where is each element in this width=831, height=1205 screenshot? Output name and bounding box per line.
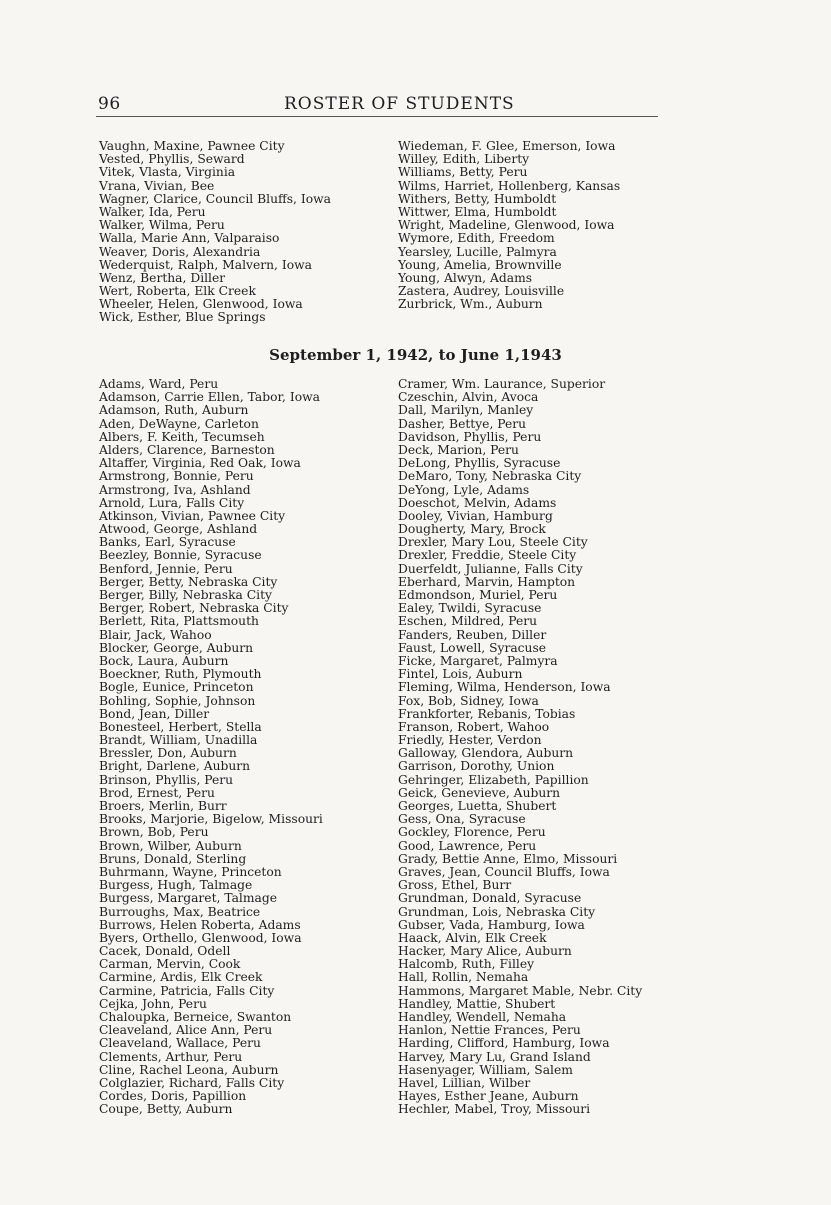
roster-entry: Bogle, Eunice, Princeton [99, 680, 254, 695]
roster-entry: Benford, Jennie, Peru [99, 561, 233, 576]
roster-entry: Eberhard, Marvin, Hampton [398, 574, 576, 589]
roster-entry: Broers, Merlin, Burr [99, 799, 227, 813]
roster-entry: Bock, Laura, Auburn [99, 653, 229, 668]
roster-entry: Adams, Ward, Peru [99, 377, 219, 391]
roster-entry: Arnold, Lura, Falls City [99, 495, 245, 510]
roster-entry: Walker, Ida, Peru [99, 204, 206, 219]
roster-entry: Hammons, Margaret Mable, Nebr. City [398, 983, 643, 998]
roster-entry: Wert, Roberta, Elk Creek [99, 284, 256, 299]
roster-entry: Cramer, Wm. Laurance, Superior [398, 377, 606, 391]
page-number: 96 [98, 94, 121, 114]
roster-entry: Grundman, Donald, Syracuse [398, 891, 582, 906]
top-right-column [398, 140, 620, 311]
roster-entry: Drexler, Mary Lou, Steele City [398, 535, 588, 550]
roster-entry: Gess, Ona, Syracuse [398, 812, 526, 827]
roster-entry: Bright, Darlene, Auburn [99, 759, 251, 774]
roster-entry: Berger, Robert, Nebraska City [99, 601, 289, 616]
roster-entry: Young, Alwyn, Adams [398, 270, 533, 285]
roster-entry: Geick, Genevieve, Auburn [398, 785, 561, 800]
roster-entry: Gross, Ethel, Burr [398, 878, 512, 893]
roster-entry: Aden, DeWayne, Carleton [99, 416, 259, 431]
roster-entry: Brinson, Phyllis, Peru [99, 772, 234, 787]
roster-entry: Dougherty, Mary, Brock [398, 522, 546, 537]
roster-entry: Walla, Marie Ann, Valparaiso [99, 231, 280, 246]
roster-entry: Boeckner, Ruth, Plymouth [99, 667, 262, 682]
roster-entry: Frankforter, Rebanis, Tobias [398, 706, 576, 721]
roster-entry: Brown, Bob, Peru [99, 825, 209, 840]
roster-entry: Dasher, Bettye, Peru [398, 416, 527, 431]
roster-entry: Wederquist, Ralph, Malvern, Iowa [99, 257, 312, 272]
roster-entry: Zastera, Audrey, Louisville [398, 284, 565, 299]
roster-entry: Wagner, Clarice, Council Bluffs, Iowa [99, 191, 331, 206]
roster-entry: Berlett, Rita, Plattsmouth [99, 614, 259, 629]
roster-entry: Galloway, Glendora, Auburn [398, 746, 574, 761]
roster-entry: Fox, Bob, Sidney, Iowa [398, 693, 539, 708]
roster-entry: Beezley, Bonnie, Syracuse [99, 548, 262, 563]
roster-entry: Brandt, William, Unadilla [99, 733, 258, 748]
roster-entry: Vested, Phyllis, Seward [99, 152, 245, 167]
roster-entry: Byers, Orthello, Glenwood, Iowa [99, 930, 302, 945]
roster-entry: Berger, Betty, Nebraska City [99, 574, 278, 589]
roster-entry: Handley, Wendell, Nemaha [398, 1010, 567, 1024]
roster-entry: Halcomb, Ruth, Filley [398, 957, 535, 972]
roster-entry: Cleaveland, Wallace, Peru [99, 1036, 261, 1051]
roster-entry: Hasenyager, William, Salem [398, 1062, 573, 1077]
roster-entry: Dall, Marilyn, Manley [398, 403, 534, 418]
roster-entry: Ficke, Margaret, Palmyra [398, 653, 558, 668]
roster-entry: Burgess, Hugh, Talmage [99, 878, 253, 893]
roster-entry: Good, Lawrence, Peru [398, 838, 537, 853]
roster-entry: Hacker, Mary Alice, Auburn [398, 944, 572, 959]
roster-entry: Chaloupka, Berneice, Swanton [99, 1010, 292, 1024]
roster-entry: Harvey, Mary Lu, Grand Island [398, 1049, 591, 1064]
roster-entry: Wiedeman, F. Glee, Emerson, Iowa [398, 139, 616, 153]
roster-entry: Georges, Luetta, Shubert [398, 799, 557, 813]
roster-entry: Ealey, Twildi, Syracuse [398, 601, 542, 616]
roster-entry: Vitek, Vlasta, Virginia [99, 165, 236, 180]
bottom-right-column [398, 378, 642, 1117]
roster-entry: Weaver, Doris, Alexandria [99, 244, 261, 259]
roster-entry: Bohling, Sophie, Johnson [99, 693, 256, 708]
roster-entry: Duerfeldt, Julianne, Falls City [398, 561, 583, 576]
roster-entry: Brooks, Marjorie, Bigelow, Missouri [99, 812, 323, 827]
roster-entry: Wheeler, Helen, Glenwood, Iowa [99, 297, 303, 312]
roster-entry: Burgess, Margaret, Talmage [99, 891, 277, 906]
roster-entry: Young, Amelia, Brownville [398, 257, 562, 272]
roster-entry: Cacek, Donald, Odell [99, 944, 231, 959]
roster-entry: Walker, Wilma, Peru [99, 218, 225, 233]
roster-entry: Brod, Ernest, Peru [99, 785, 215, 800]
roster-entry: Cline, Rachel Leona, Auburn [99, 1062, 279, 1077]
roster-entry: Atwood, George, Ashland [99, 522, 258, 537]
roster-entry: Wymore, Edith, Freedom [398, 231, 555, 246]
roster-entry: Wright, Madeline, Glenwood, Iowa [398, 218, 615, 233]
roster-entry: Hanlon, Nettie Frances, Peru [398, 1023, 581, 1038]
roster-entry: DeMaro, Tony, Nebraska City [398, 469, 582, 484]
roster-entry: Adamson, Ruth, Auburn [99, 403, 249, 418]
roster-entry: Adamson, Carrie Ellen, Tabor, Iowa [99, 390, 320, 405]
roster-entry: Davidson, Phyllis, Peru [398, 429, 542, 444]
roster-entry: Havel, Lillian, Wilber [398, 1075, 531, 1090]
roster-entry: Albers, F. Keith, Tecumseh [99, 429, 265, 444]
roster-entry: DeLong, Phyllis, Syracuse [398, 456, 561, 471]
roster-entry: Colglazier, Richard, Falls City [99, 1075, 285, 1090]
section-heading: September 1, 1942, to June 1,1943 [269, 346, 562, 364]
roster-entry: Wick, Esther, Blue Springs [99, 310, 266, 325]
roster-entry: Hechler, Mabel, Troy, Missouri [398, 1102, 591, 1117]
roster-entry: Wenz, Bertha, Diller [99, 270, 226, 285]
roster-entry: Dooley, Vivian, Hamburg [398, 508, 553, 523]
roster-entry: Vrana, Vivian, Bee [99, 178, 215, 193]
roster-entry: Franson, Robert, Wahoo [398, 719, 550, 734]
roster-entry: Drexler, Freddie, Steele City [398, 548, 577, 563]
roster-entry: Czeschin, Alvin, Avoca [398, 390, 539, 405]
roster-entry: Garrison, Dorothy, Union [398, 759, 555, 774]
roster-entry: Wilms, Harriet, Hollenberg, Kansas [398, 178, 621, 193]
roster-entry: Faust, Lowell, Syracuse [398, 640, 547, 655]
roster-entry: Graves, Jean, Council Bluffs, Iowa [398, 864, 610, 879]
roster-entry: Handley, Mattie, Shubert [398, 996, 556, 1011]
roster-entry: Armstrong, Bonnie, Peru [99, 469, 254, 484]
header-rule [96, 116, 658, 117]
roster-entry: Gockley, Florence, Peru [398, 825, 546, 840]
roster-entry: Cordes, Doris, Papillion [99, 1089, 247, 1104]
roster-entry: Williams, Betty, Peru [398, 165, 528, 180]
roster-entry: Fintel, Lois, Auburn [398, 667, 523, 682]
roster-entry: Alders, Clarence, Barneston [99, 442, 275, 457]
roster-entry: Hayes, Esther Jeane, Auburn [398, 1089, 579, 1104]
roster-entry: Cejka, John, Peru [99, 996, 207, 1011]
roster-entry: Bressler, Don, Auburn [99, 746, 237, 761]
roster-entry: Zurbrick, Wm., Auburn [398, 297, 543, 312]
running-title: ROSTER OF STUDENTS [284, 94, 515, 114]
roster-entry: Wittwer, Elma, Humboldt [398, 204, 557, 219]
roster-entry: Berger, Billy, Nebraska City [99, 588, 273, 602]
roster-entry: Buhrmann, Wayne, Princeton [99, 864, 282, 879]
roster-entry: Edmondson, Muriel, Peru [398, 588, 558, 602]
roster-entry: Bonesteel, Herbert, Stella [99, 719, 262, 734]
roster-entry: Haack, Alvin, Elk Creek [398, 930, 547, 945]
roster-entry: Blocker, George, Auburn [99, 640, 254, 655]
roster-entry: Gehringer, Elizabeth, Papillion [398, 772, 589, 787]
roster-entry: Grady, Bettie Anne, Elmo, Missouri [398, 851, 618, 866]
roster-entry: Fanders, Reuben, Diller [398, 627, 547, 642]
roster-entry: Burrows, Helen Roberta, Adams [99, 917, 301, 932]
roster-entry: Vaughn, Maxine, Pawnee City [99, 139, 285, 153]
roster-entry: Coupe, Betty, Auburn [99, 1102, 233, 1117]
roster-entry: Willey, Edith, Liberty [398, 152, 530, 167]
roster-entry: Carmine, Patricia, Falls City [99, 983, 275, 998]
roster-entry: Burroughs, Max, Beatrice [99, 904, 261, 919]
roster-entry: Deck, Marion, Peru [398, 442, 519, 457]
roster-entry: Friedly, Hester, Verdon [398, 733, 542, 748]
roster-entry: Fleming, Wilma, Henderson, Iowa [398, 680, 611, 695]
roster-entry: Altaffer, Virginia, Red Oak, Iowa [99, 456, 301, 471]
roster-entry: Doeschot, Melvin, Adams [398, 495, 557, 510]
bottom-left-column [99, 378, 323, 1117]
roster-entry: DeYong, Lyle, Adams [398, 482, 530, 497]
roster-entry: Banks, Earl, Syracuse [99, 535, 236, 550]
roster-entry: Gubser, Vada, Hamburg, Iowa [398, 917, 585, 932]
roster-entry: Cleaveland, Alice Ann, Peru [99, 1023, 273, 1038]
roster-entry: Blair, Jack, Wahoo [99, 627, 212, 642]
top-left-column [99, 140, 331, 325]
roster-entry: Eschen, Mildred, Peru [398, 614, 538, 629]
roster-entry: Hall, Rollin, Nemaha [398, 970, 529, 985]
roster-entry: Carman, Mervin, Cook [99, 957, 241, 972]
roster-entry: Clements, Arthur, Peru [99, 1049, 243, 1064]
roster-entry: Brown, Wilber, Auburn [99, 838, 242, 853]
roster-entry: Bruns, Donald, Sterling [99, 851, 247, 866]
roster-entry: Carmine, Ardis, Elk Creek [99, 970, 263, 985]
roster-entry: Harding, Clifford, Hamburg, Iowa [398, 1036, 610, 1051]
roster-entry: Withers, Betty, Humboldt [398, 191, 557, 206]
roster-entry: Yearsley, Lucille, Palmyra [398, 244, 557, 259]
roster-entry: Atkinson, Vivian, Pawnee City [99, 508, 286, 523]
roster-entry: Armstrong, Iva, Ashland [99, 482, 251, 497]
roster-entry: Bond, Jean, Diller [99, 706, 210, 721]
roster-entry: Grundman, Lois, Nebraska City [398, 904, 596, 919]
